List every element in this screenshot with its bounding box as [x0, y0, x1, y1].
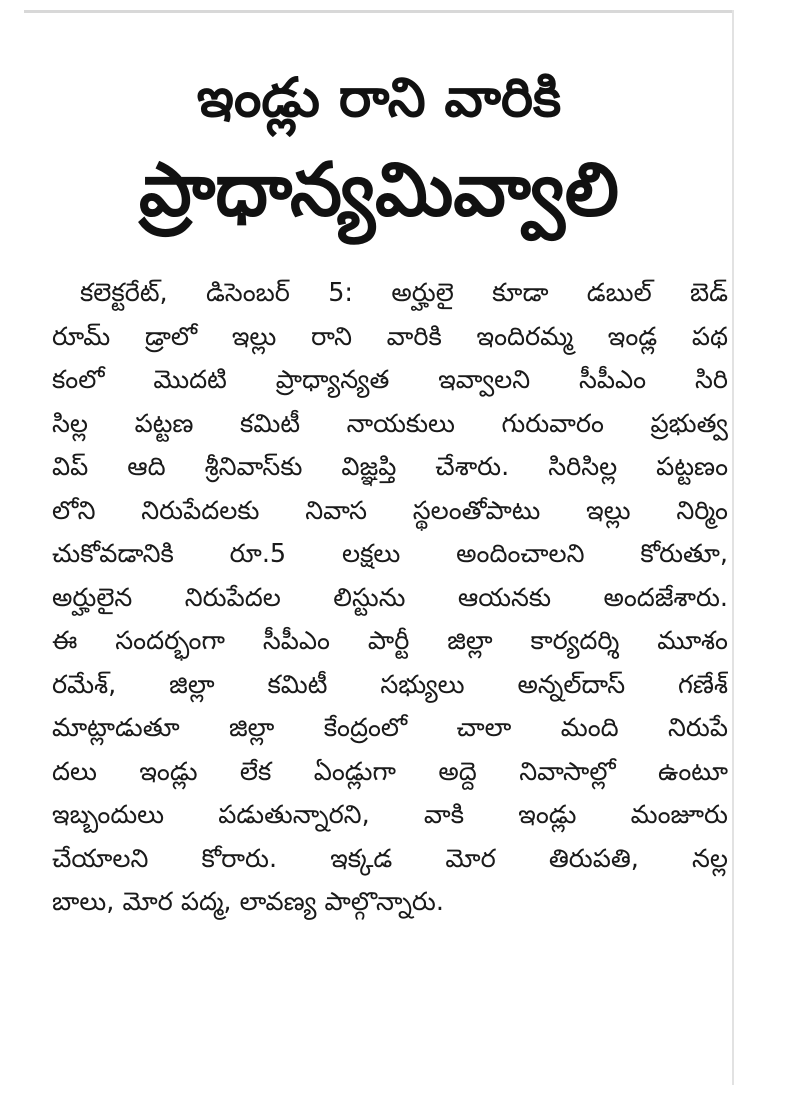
body-line: కలెక్టరేట్, డిసెంబర్ 5: అర్హులై కూడా డబుల్ బెడ్ [80, 278, 728, 308]
newspaper-clipping [24, 10, 734, 1085]
body-line: చేయాలని కోరారు. ఇక్కడ మోర తిరుపతి, నల్ల [52, 843, 728, 874]
headline-line-1: ఇండ్లు రాని వారికి [196, 66, 562, 129]
body-line: అర్హులైన నిరుపేదల లిస్టును ఆయనకు అందజేశారు. [52, 582, 728, 613]
clipping-top-border [24, 10, 734, 13]
body-line: చుకోవడానికి రూ.5 లక్షలు అందించాలని కోరుతూ, [52, 539, 728, 569]
body-line: ఇబ్బందులు పడుతున్నారని, వాకి ఇండ్లు మంజూరు [52, 800, 728, 830]
body-line: లోని నిరుపేదలకు నివాస స్థలంతోపాటు ఇల్లు నిర్మిం [52, 495, 728, 526]
body-line: విప్ ఆది శ్రీనివాస్‌కు విజ్ఞప్తి చేశారు. సిరిసిల్ల పట్టణం [52, 452, 728, 482]
body-line: మాట్లాడుతూ జిల్లా కేంద్రంలో చాలా మంది నిరుపే [52, 713, 728, 743]
body-line: రూమ్ డ్రాలో ఇల్లు రాని వారికి ఇందిరమ్మ ఇండ్ల పథ [52, 321, 728, 352]
body-line: దలు ఇండ్లు లేక ఏండ్లుగా అద్దె నివాసాల్లో ఉంటూ [52, 756, 728, 787]
body-line: కంలో మొదటి ప్రాధ్యాన్యత ఇవ్వాలని సీపీఎం సిరి [52, 365, 728, 395]
body-line: సిల్ల పట్టణ కమిటీ నాయకులు గురువారం ప్రభుత్వ [52, 408, 728, 439]
body-line: ఈ సందర్భంగా సీపీఎం పార్టీ జిల్లా కార్యదర్శి మూశం [52, 626, 728, 656]
body-line: రమేశ్, జిల్లా కమిటీ సభ్యులు అన్నల్‌దాస్ గణేశ్ [52, 669, 728, 700]
article-body [52, 272, 728, 925]
headline-line-2: ప్రాధాన్యమివ్వాలి [139, 147, 619, 233]
body-line: బాలు, మోర పద్మ, లావణ్య పాల్గొన్నారు. [52, 887, 444, 917]
